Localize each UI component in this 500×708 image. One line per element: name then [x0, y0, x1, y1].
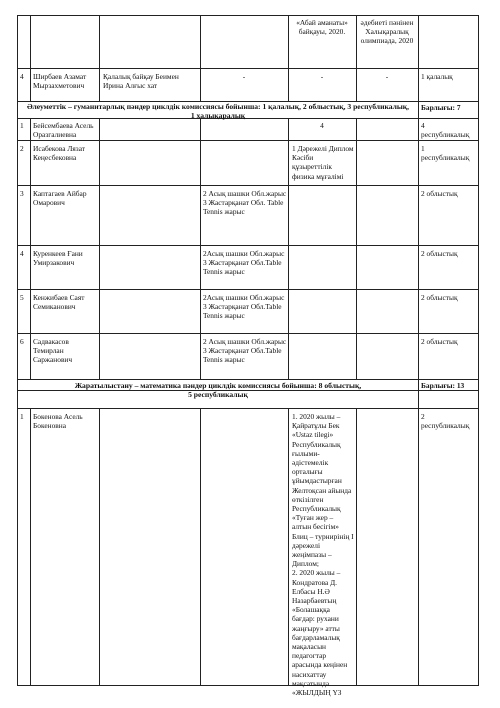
result-cell: 4 республикалық — [421, 121, 470, 140]
row-number: 5 — [20, 293, 24, 302]
cell-dash: - — [385, 72, 389, 81]
result-cell: 2 облыстық — [421, 337, 458, 346]
section-total: Барлығы: 7 — [421, 103, 461, 112]
student-name: Исабекова Лязат Кеңесбековна — [33, 144, 86, 163]
cell-contest: 2Асық шашки Обл.жарыс 3 Жастарқанат Обл.Table Tennis жарыс — [203, 293, 285, 321]
cell-contest: әдебиеті пәнінен Халықаралық олимпиада, 2020 — [360, 18, 414, 46]
result-cell: 1 қалалық — [421, 72, 453, 81]
section-title: Әлеуметтік – гуманитарлық пәндер циклдік комиссиясы бойынша: 1 қалалық, 2 облыстық, 3 республикалық, 1 халықаралық — [26, 102, 410, 121]
row-number: 2 — [20, 144, 24, 153]
result-cell: 1 республикалық — [421, 144, 470, 163]
cell-contest: 1 Дәрежелі Диплом Кәсіби құзыреттілік физика мұғалімі — [292, 144, 354, 181]
row-number: 4 — [20, 249, 24, 258]
result-cell: 2 республикалық — [421, 412, 470, 431]
row-number: 6 — [20, 337, 24, 346]
section-total: Барлығы: 13 — [421, 381, 465, 390]
cell-contest: «Абай аманаты» байқауы, 2020. — [296, 18, 348, 37]
student-name: Бокенова Асель Бокеновна — [33, 412, 83, 431]
student-name: Куренкеев Ғани Умирзакович — [33, 249, 83, 268]
student-name: Каптагаев Айбар Омарович — [33, 189, 87, 208]
cell-contest: 2Асық шашки Обл.жарыс 3 Жастарқанат Обл.Table Tennis жарыс — [203, 249, 285, 277]
student-name: Садвакасов Темирлан Саржанович — [33, 337, 73, 365]
row-number: 4 — [20, 72, 24, 81]
row-number: 1 — [20, 412, 24, 421]
cell-count: 4 — [320, 121, 324, 130]
cell-contest: Қалалық байқау Беимен Ирина Алғыс хат — [103, 72, 179, 91]
row-number: 1 — [20, 121, 24, 130]
cell-contest: 2 Асық шашки Обл.жарыс 3 Жастарқанат Обл. Table Tennis жарыс — [203, 189, 287, 217]
cell-contest: 1. 2020 жылы – Қайратұлы Бек «Ustaz tilegi» Республикалық ғылыми-әдістемелік орталығы ұйымдастырған Желтоқсан айында өткізілген Республикалық «Туған жер – алтын бесігім» Блиц – турнирінің I дәрежелі жеңімпазы – Диплом; 2. 2020 жылы – Кондратова Д. Елбасы Н.Ә Назарбаевтың «Болашаққа бағдар: рухани жаңғыру» атты бағдарламалық мақаласын педагогтар арасында кеңінен насихаттау мақсатында «ЖЫЛДЫҢ ҮЗ — [292, 412, 354, 698]
student-name: Бейсембаева Асель Оразгалиевна — [33, 121, 94, 140]
cell-dash: - — [242, 72, 246, 81]
cell-contest: 2 Асық шашки Обл.жарыс 3 Жастарқанат Обл.Table Tennis жарыс — [203, 337, 287, 365]
awards-table — [17, 15, 479, 698]
result-cell: 2 облыстық — [421, 293, 458, 302]
result-cell: 2 облыстық — [421, 189, 458, 198]
section-title: Жаратылыстану – математика пәндер циклдік комиссиясы бойынша: 8 облыстық, 5 республикалық — [74, 381, 362, 400]
student-name: Ширбаев Азамат Мырзахметович — [33, 72, 87, 91]
row-number: 3 — [20, 189, 24, 198]
result-cell: 2 облыстық — [421, 249, 458, 258]
student-name: Кенжибаев Саят Семиканович — [33, 293, 85, 312]
cell-dash: - — [320, 72, 324, 81]
